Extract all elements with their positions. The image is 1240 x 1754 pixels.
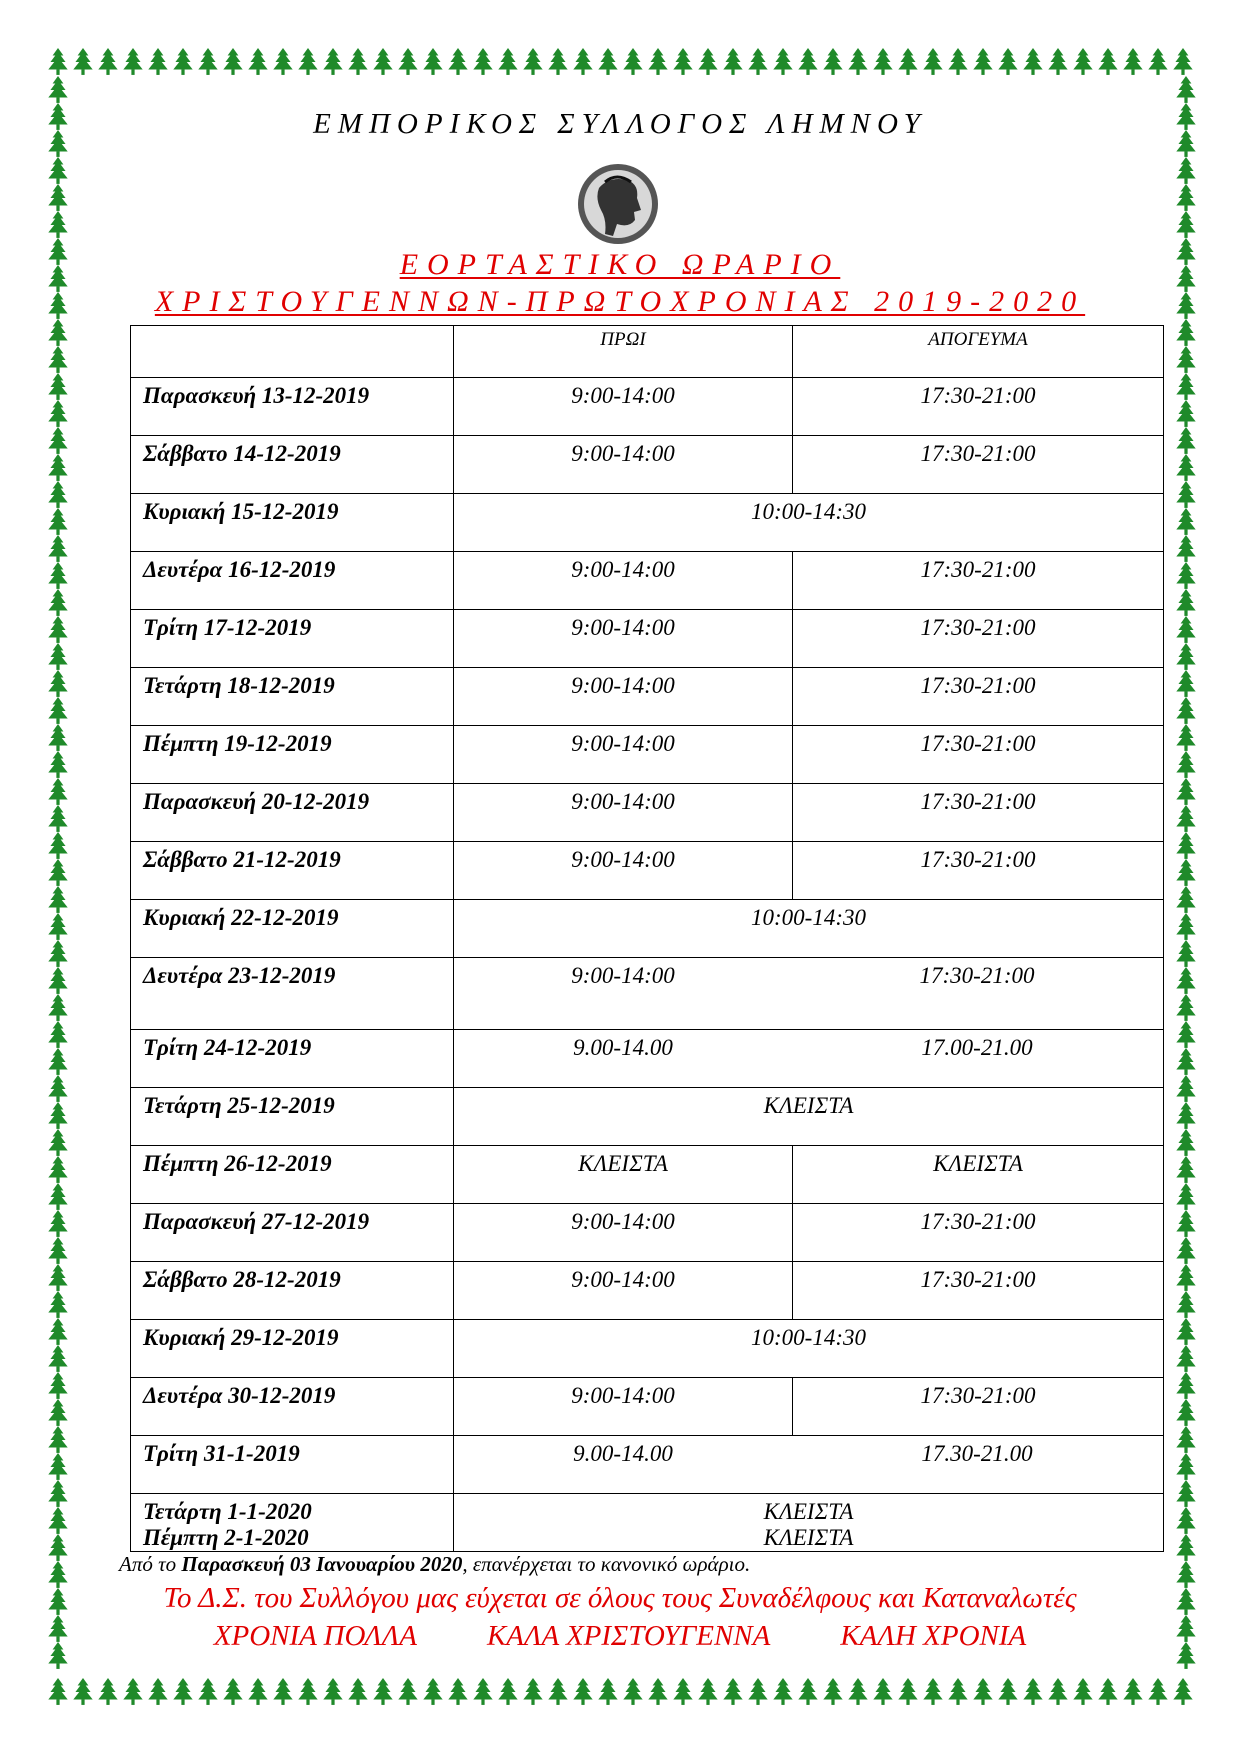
tree-icon bbox=[48, 157, 67, 184]
schedule-table bbox=[130, 325, 1164, 1552]
morning-hours: 9:00-14:00 bbox=[454, 784, 793, 842]
tree-icon bbox=[273, 1678, 292, 1705]
tree-icon bbox=[773, 1678, 792, 1705]
tree-icon bbox=[48, 1237, 67, 1264]
tree-icon bbox=[48, 616, 67, 643]
tree-icon bbox=[48, 1264, 67, 1291]
tree-icon bbox=[523, 1678, 542, 1705]
tree-icon bbox=[48, 184, 67, 211]
tree-icon bbox=[48, 1453, 67, 1480]
tree-icon bbox=[1176, 697, 1195, 724]
tree-icon bbox=[448, 1678, 467, 1705]
tree-icon bbox=[273, 48, 292, 75]
table-row bbox=[131, 726, 1164, 784]
afternoon-hours: 17:30-21:00 bbox=[793, 1204, 1164, 1262]
tree-icon bbox=[48, 913, 67, 940]
day-cell: Τρίτη 31-1-2019 bbox=[131, 1436, 454, 1494]
tree-icon bbox=[1176, 1291, 1195, 1318]
tree-icon bbox=[48, 1210, 67, 1237]
tree-icon bbox=[1176, 481, 1195, 508]
day-cell: Δευτέρα 16-12-2019 bbox=[131, 552, 454, 610]
table-row bbox=[131, 378, 1164, 436]
tree-icon bbox=[48, 994, 67, 1021]
tree-icon bbox=[1176, 1129, 1195, 1156]
day-cell: Σάββατο 14-12-2019 bbox=[131, 436, 454, 494]
tree-icon bbox=[48, 1318, 67, 1345]
tree-icon bbox=[698, 1678, 717, 1705]
tree-icon bbox=[1176, 1075, 1195, 1102]
day-cell: Πέμπτη 19-12-2019 bbox=[131, 726, 454, 784]
tree-icon bbox=[48, 1480, 67, 1507]
tree-icon bbox=[973, 1678, 992, 1705]
tree-icon bbox=[1048, 1678, 1067, 1705]
tree-icon bbox=[1176, 400, 1195, 427]
tree-icon bbox=[48, 508, 67, 535]
tree-icon bbox=[198, 1678, 217, 1705]
table-row bbox=[131, 900, 1164, 958]
day-label-2: Πέμπτη 2-1-2020 bbox=[143, 1525, 309, 1550]
table-header-row bbox=[131, 326, 1164, 378]
table-row bbox=[131, 610, 1164, 668]
tree-icon bbox=[48, 967, 67, 994]
day-cell: Τρίτη 24-12-2019 bbox=[131, 1030, 454, 1088]
tree-icon bbox=[1176, 913, 1195, 940]
tree-icon bbox=[1148, 48, 1167, 75]
day-cell: Δευτέρα 23-12-2019 bbox=[131, 958, 454, 1030]
greetings-line bbox=[0, 1620, 1240, 1653]
tree-icon bbox=[498, 48, 517, 75]
tree-icon bbox=[398, 48, 417, 75]
tree-icon bbox=[48, 1507, 67, 1534]
tree-icon bbox=[748, 48, 767, 75]
tree-icon bbox=[48, 373, 67, 400]
tree-icon bbox=[1176, 157, 1195, 184]
tree-icon bbox=[298, 48, 317, 75]
tree-icon bbox=[48, 1291, 67, 1318]
tree-icon bbox=[1176, 1048, 1195, 1075]
table-row bbox=[131, 668, 1164, 726]
tree-icon bbox=[1098, 1678, 1117, 1705]
hours-merged: 10:00-14:30 bbox=[454, 900, 1164, 958]
table-row bbox=[131, 1436, 1164, 1494]
day-cell: Κυριακή 29-12-2019 bbox=[131, 1320, 454, 1378]
tree-icon bbox=[998, 1678, 1017, 1705]
tree-icon bbox=[48, 211, 67, 238]
resume-note: Από το Παρασκευή 03 Ιανουαρίου 2020, επανέρχεται το κανονικό ωράριο. bbox=[119, 1552, 751, 1576]
morning-hours: ΚΛΕΙΣΤΑ bbox=[454, 1146, 793, 1204]
day-label: Τετάρτη 1-1-2020 bbox=[143, 1499, 312, 1524]
tree-icon bbox=[48, 778, 67, 805]
tree-icon bbox=[48, 832, 67, 859]
tree-icon bbox=[1176, 1318, 1195, 1345]
tree-icon bbox=[323, 1678, 342, 1705]
table-row bbox=[131, 958, 1164, 1030]
tree-icon bbox=[873, 48, 892, 75]
tree-icon bbox=[1176, 1480, 1195, 1507]
tree-icon bbox=[1176, 670, 1195, 697]
table-row bbox=[131, 1030, 1164, 1088]
morning-hours: 9:00-14:00 bbox=[454, 378, 793, 436]
tree-icon bbox=[1176, 1210, 1195, 1237]
morning-hours: 9.00-14.00 bbox=[573, 1035, 673, 1060]
tree-icon bbox=[373, 48, 392, 75]
greeting-many-years: ΧΡΟΝΙΑ ΠΟΛΛΑ bbox=[213, 1620, 417, 1652]
tree-icon bbox=[1176, 1534, 1195, 1561]
tree-icon bbox=[48, 724, 67, 751]
tree-icon bbox=[1073, 48, 1092, 75]
tree-icon bbox=[948, 1678, 967, 1705]
table-row bbox=[131, 1088, 1164, 1146]
tree-icon bbox=[48, 589, 67, 616]
morning-hours: 9:00-14:00 bbox=[454, 1378, 793, 1436]
hours-merged bbox=[454, 1030, 1164, 1088]
morning-hours: 9:00-14:00 bbox=[454, 842, 793, 900]
day-cell: Κυριακή 15-12-2019 bbox=[131, 494, 454, 552]
tree-icon bbox=[48, 1075, 67, 1102]
tree-icon bbox=[473, 48, 492, 75]
tree-icon bbox=[73, 1678, 92, 1705]
tree-icon bbox=[423, 48, 442, 75]
tree-icon bbox=[48, 1183, 67, 1210]
tree-icon bbox=[1176, 886, 1195, 913]
table-row bbox=[131, 1494, 1164, 1552]
tree-icon bbox=[48, 643, 67, 670]
day-cell: Σάββατο 21-12-2019 bbox=[131, 842, 454, 900]
tree-icon bbox=[198, 48, 217, 75]
tree-icon bbox=[1176, 373, 1195, 400]
tree-icon bbox=[48, 1102, 67, 1129]
tree-icon bbox=[923, 48, 942, 75]
hours-merged: ΚΛΕΙΣΤΑ bbox=[454, 1088, 1164, 1146]
tree-icon bbox=[1173, 48, 1192, 75]
tree-icon bbox=[223, 1678, 242, 1705]
day-cell: Τρίτη 17-12-2019 bbox=[131, 610, 454, 668]
table-row bbox=[131, 1262, 1164, 1320]
tree-icon bbox=[48, 535, 67, 562]
tree-icon bbox=[798, 48, 817, 75]
hours-merged-line2: ΚΛΕΙΣΤΑ bbox=[763, 1525, 854, 1550]
tree-icon bbox=[748, 1678, 767, 1705]
tree-icon bbox=[848, 1678, 867, 1705]
table-row bbox=[131, 552, 1164, 610]
hours-merged: 10:00-14:30 bbox=[454, 1320, 1164, 1378]
tree-icon bbox=[1176, 1264, 1195, 1291]
afternoon-hours: 17:30-21:00 bbox=[919, 963, 1035, 988]
tree-icon bbox=[48, 1048, 67, 1075]
tree-icon bbox=[148, 48, 167, 75]
hours-merged: 10:00-14:30 bbox=[454, 494, 1164, 552]
morning-hours: 9.00-14.00 bbox=[573, 1441, 673, 1466]
afternoon-hours: 17.30-21.00 bbox=[921, 1441, 1033, 1466]
greeting-new-year: ΚΑΛΗ ΧΡΟΝΙΑ bbox=[840, 1620, 1027, 1652]
day-cell: Τετάρτη 25-12-2019 bbox=[131, 1088, 454, 1146]
tree-icon bbox=[548, 48, 567, 75]
tree-icon bbox=[1176, 427, 1195, 454]
tree-icon bbox=[798, 1678, 817, 1705]
tree-icon bbox=[1176, 1399, 1195, 1426]
hours-merged bbox=[454, 958, 1164, 1030]
tree-icon bbox=[48, 1534, 67, 1561]
tree-icon bbox=[1176, 535, 1195, 562]
morning-hours: 9:00-14:00 bbox=[454, 610, 793, 668]
day-cell: Παρασκευή 20-12-2019 bbox=[131, 784, 454, 842]
tree-icon bbox=[1176, 1156, 1195, 1183]
tree-icon bbox=[1176, 589, 1195, 616]
day-cell: Δευτέρα 30-12-2019 bbox=[131, 1378, 454, 1436]
day-cell bbox=[131, 1494, 454, 1552]
header-morning: ΠΡΩΙ bbox=[454, 326, 793, 378]
table-row bbox=[131, 436, 1164, 494]
tree-icon bbox=[248, 1678, 267, 1705]
tree-icon bbox=[673, 48, 692, 75]
tree-icon bbox=[448, 48, 467, 75]
hours-merged bbox=[454, 1436, 1164, 1494]
day-cell: Παρασκευή 27-12-2019 bbox=[131, 1204, 454, 1262]
afternoon-hours: 17:30-21:00 bbox=[793, 1262, 1164, 1320]
afternoon-hours: 17:30-21:00 bbox=[793, 378, 1164, 436]
tree-icon bbox=[48, 454, 67, 481]
tree-icon bbox=[648, 48, 667, 75]
tree-icon bbox=[1176, 1372, 1195, 1399]
tree-icon bbox=[48, 1156, 67, 1183]
tree-icon bbox=[1176, 616, 1195, 643]
table-row bbox=[131, 842, 1164, 900]
tree-icon bbox=[48, 76, 67, 103]
day-cell: Πέμπτη 26-12-2019 bbox=[131, 1146, 454, 1204]
tree-icon bbox=[373, 1678, 392, 1705]
afternoon-hours: ΚΛΕΙΣΤΑ bbox=[793, 1146, 1164, 1204]
tree-icon bbox=[398, 1678, 417, 1705]
tree-icon bbox=[848, 48, 867, 75]
tree-icon bbox=[223, 48, 242, 75]
day-cell: Παρασκευή 13-12-2019 bbox=[131, 378, 454, 436]
tree-icon bbox=[973, 48, 992, 75]
tree-icon bbox=[1123, 48, 1142, 75]
tree-icon bbox=[48, 940, 67, 967]
afternoon-hours: 17:30-21:00 bbox=[793, 784, 1164, 842]
tree-icon bbox=[48, 886, 67, 913]
tree-icon bbox=[1176, 1183, 1195, 1210]
tree-icon bbox=[573, 1678, 592, 1705]
hours-merged-line1: ΚΛΕΙΣΤΑ bbox=[763, 1499, 854, 1524]
table-row bbox=[131, 494, 1164, 552]
afternoon-hours: 17:30-21:00 bbox=[793, 668, 1164, 726]
tree-icon bbox=[773, 48, 792, 75]
afternoon-hours: 17:30-21:00 bbox=[793, 552, 1164, 610]
tree-icon bbox=[1073, 1678, 1092, 1705]
tree-icon bbox=[623, 1678, 642, 1705]
tree-icon bbox=[48, 48, 67, 75]
tree-icon bbox=[48, 1372, 67, 1399]
tree-icon bbox=[1176, 643, 1195, 670]
tree-icon bbox=[823, 1678, 842, 1705]
tree-icon bbox=[173, 1678, 192, 1705]
tree-icon bbox=[473, 1678, 492, 1705]
tree-icon bbox=[248, 48, 267, 75]
tree-icon bbox=[723, 48, 742, 75]
tree-icon bbox=[1148, 1678, 1167, 1705]
tree-icon bbox=[98, 1678, 117, 1705]
table-row bbox=[131, 1146, 1164, 1204]
tree-icon bbox=[1023, 48, 1042, 75]
tree-icon bbox=[123, 1678, 142, 1705]
schedule-subtitle: ΧΡΙΣΤΟΥΓΕΝΝΩΝ-ΠΡΩΤΟΧΡΟΝΙΑΣ 2019-2020 bbox=[154, 285, 1086, 318]
tree-icon bbox=[898, 1678, 917, 1705]
tree-icon bbox=[123, 48, 142, 75]
tree-icon bbox=[1176, 562, 1195, 589]
tree-icon bbox=[48, 1678, 67, 1705]
tree-icon bbox=[1176, 994, 1195, 1021]
tree-icon bbox=[48, 1399, 67, 1426]
tree-icon bbox=[1176, 859, 1195, 886]
tree-icon bbox=[48, 319, 67, 346]
morning-hours: 9:00-14:00 bbox=[454, 552, 793, 610]
tree-icon bbox=[323, 48, 342, 75]
tree-icon bbox=[1098, 48, 1117, 75]
afternoon-hours: 17:30-21:00 bbox=[793, 726, 1164, 784]
table-row bbox=[131, 1204, 1164, 1262]
tree-icon bbox=[1176, 1426, 1195, 1453]
tree-icon bbox=[1176, 1102, 1195, 1129]
tree-icon bbox=[348, 48, 367, 75]
tree-icon bbox=[173, 48, 192, 75]
afternoon-hours: 17:30-21:00 bbox=[793, 1378, 1164, 1436]
tree-icon bbox=[48, 1021, 67, 1048]
afternoon-hours: 17:30-21:00 bbox=[793, 842, 1164, 900]
tree-icon bbox=[48, 427, 67, 454]
tree-icon bbox=[1176, 76, 1195, 103]
tree-icon bbox=[48, 697, 67, 724]
tree-icon bbox=[48, 562, 67, 589]
afternoon-hours: 17:30-21:00 bbox=[793, 610, 1164, 668]
tree-icon bbox=[1176, 184, 1195, 211]
tree-icon bbox=[648, 1678, 667, 1705]
tree-icon bbox=[48, 346, 67, 373]
tree-icon bbox=[48, 400, 67, 427]
tree-icon bbox=[923, 1678, 942, 1705]
tree-icon bbox=[1176, 724, 1195, 751]
tree-icon bbox=[823, 48, 842, 75]
tree-icon bbox=[948, 48, 967, 75]
tree-icon bbox=[1176, 805, 1195, 832]
morning-hours: 9:00-14:00 bbox=[454, 1262, 793, 1320]
tree-icon bbox=[1048, 48, 1067, 75]
day-cell: Τετάρτη 18-12-2019 bbox=[131, 668, 454, 726]
tree-icon bbox=[298, 1678, 317, 1705]
tree-icon bbox=[548, 1678, 567, 1705]
tree-icon bbox=[1176, 778, 1195, 805]
day-cell: Σάββατο 28-12-2019 bbox=[131, 1262, 454, 1320]
hermes-logo bbox=[569, 158, 667, 250]
tree-icon bbox=[1123, 1678, 1142, 1705]
morning-hours: 9:00-14:00 bbox=[571, 963, 675, 988]
tree-icon bbox=[48, 805, 67, 832]
tree-icon bbox=[48, 481, 67, 508]
morning-hours: 9:00-14:00 bbox=[454, 436, 793, 494]
table-row bbox=[131, 1378, 1164, 1436]
tree-icon bbox=[1176, 1453, 1195, 1480]
tree-icon bbox=[73, 48, 92, 75]
tree-icon bbox=[1176, 211, 1195, 238]
tree-icon bbox=[1176, 454, 1195, 481]
tree-icon bbox=[1176, 832, 1195, 859]
tree-icon bbox=[48, 670, 67, 697]
table-row bbox=[131, 784, 1164, 842]
morning-hours: 9:00-14:00 bbox=[454, 1204, 793, 1262]
tree-icon bbox=[1176, 1345, 1195, 1372]
tree-icon bbox=[623, 48, 642, 75]
tree-icon bbox=[98, 48, 117, 75]
tree-icon bbox=[498, 1678, 517, 1705]
tree-icon bbox=[673, 1678, 692, 1705]
tree-icon bbox=[723, 1678, 742, 1705]
tree-icon bbox=[1176, 319, 1195, 346]
morning-hours: 9:00-14:00 bbox=[454, 668, 793, 726]
tree-icon bbox=[1176, 1021, 1195, 1048]
tree-icon bbox=[598, 1678, 617, 1705]
tree-icon bbox=[998, 48, 1017, 75]
tree-icon bbox=[48, 859, 67, 886]
tree-icon bbox=[573, 48, 592, 75]
afternoon-hours: 17:30-21:00 bbox=[793, 436, 1164, 494]
tree-icon bbox=[148, 1678, 167, 1705]
tree-icon bbox=[1176, 1237, 1195, 1264]
header-afternoon: ΑΠΟΓΕΥΜΑ bbox=[793, 326, 1164, 378]
tree-icon bbox=[898, 48, 917, 75]
tree-icon bbox=[48, 1129, 67, 1156]
tree-icon bbox=[1176, 940, 1195, 967]
tree-icon bbox=[1023, 1678, 1042, 1705]
tree-icon bbox=[698, 48, 717, 75]
tree-icon bbox=[423, 1678, 442, 1705]
tree-icon bbox=[598, 48, 617, 75]
schedule-title: ΕΟΡΤΑΣΤΙΚΟ ΩΡΑΡΙΟ bbox=[399, 248, 841, 281]
tree-icon bbox=[523, 48, 542, 75]
tree-icon bbox=[48, 751, 67, 778]
greeting-christmas: ΚΑΛΑ ΧΡΙΣΤΟΥΓΕΝΝΑ bbox=[486, 1620, 771, 1652]
tree-icon bbox=[1176, 967, 1195, 994]
tree-icon bbox=[1176, 346, 1195, 373]
tree-icon bbox=[48, 1426, 67, 1453]
tree-icon bbox=[1176, 751, 1195, 778]
afternoon-hours: 17.00-21.00 bbox=[921, 1035, 1033, 1060]
header-empty-cell bbox=[131, 326, 454, 378]
tree-icon bbox=[873, 1678, 892, 1705]
association-title: ΕΜΠΟΡΙΚΟΣ ΣΥΛΛΟΓΟΣ ΛΗΜΝΟΥ bbox=[313, 108, 927, 140]
tree-icon bbox=[48, 1345, 67, 1372]
day-cell: Κυριακή 22-12-2019 bbox=[131, 900, 454, 958]
tree-icon bbox=[1176, 1507, 1195, 1534]
wishes-line: Το Δ.Σ. του Συλλόγου μας εύχεται σε όλους τους Συναδέλφους και Καταναλωτές bbox=[163, 1582, 1077, 1614]
morning-hours: 9:00-14:00 bbox=[454, 726, 793, 784]
table-row bbox=[131, 1320, 1164, 1378]
tree-icon bbox=[348, 1678, 367, 1705]
hours-merged bbox=[454, 1494, 1164, 1552]
tree-icon bbox=[1173, 1678, 1192, 1705]
tree-icon bbox=[1176, 508, 1195, 535]
